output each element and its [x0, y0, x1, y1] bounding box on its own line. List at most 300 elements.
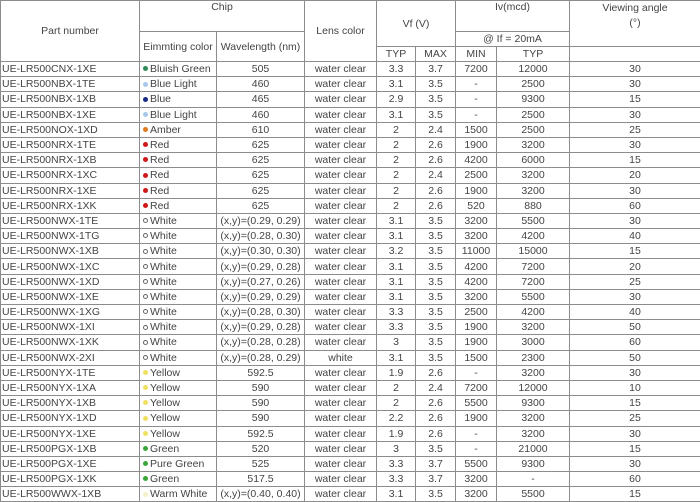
part-number-cell: UE-LR500NRX-1XK: [1, 198, 140, 213]
color-dot-icon: [143, 461, 148, 466]
iv-typ-cell: 3200: [497, 320, 570, 335]
emitting-color-label: Yellow: [150, 412, 180, 424]
table-row: [1, 198, 700, 213]
table-row: [1, 456, 700, 471]
iv-min-cell: 7200: [456, 380, 497, 395]
table-row: [1, 289, 700, 304]
viewing-angle-cell: 20: [570, 168, 700, 183]
header-iv-min: MIN: [456, 47, 497, 62]
vf-typ-cell: 2: [377, 122, 416, 137]
emitting-color-cell: [140, 320, 217, 335]
color-dot-icon: [143, 127, 148, 132]
iv-min-cell: 1900: [456, 411, 497, 426]
vf-max-cell: 2.6: [416, 153, 456, 168]
color-dot-icon: [143, 173, 148, 178]
iv-min-cell: 3200: [456, 487, 497, 502]
vf-typ-cell: 3.1: [377, 77, 416, 92]
lens-color-cell: water clear: [305, 107, 377, 122]
color-dot-icon: [143, 203, 148, 208]
iv-typ-cell: 3200: [497, 168, 570, 183]
color-dot-icon: [143, 218, 148, 223]
iv-typ-cell: 5500: [497, 213, 570, 228]
emitting-color-label: White: [150, 230, 177, 242]
part-number-cell: UE-LR500NWX-1XG: [1, 305, 140, 320]
iv-min-cell: 2500: [456, 305, 497, 320]
iv-min-cell: 1500: [456, 122, 497, 137]
iv-typ-cell: 2500: [497, 122, 570, 137]
iv-typ-cell: 5500: [497, 487, 570, 502]
viewing-angle-unit: (°): [629, 17, 640, 29]
table-row: [1, 62, 700, 77]
emitting-color-label: White: [150, 306, 177, 318]
emitting-color-cell: [140, 487, 217, 502]
part-number-cell: UE-LR500NYX-1XB: [1, 396, 140, 411]
part-number-cell: UE-LR500NYX-1TE: [1, 365, 140, 380]
iv-typ-cell: 3200: [497, 183, 570, 198]
iv-typ-cell: 2300: [497, 350, 570, 365]
lens-color-cell: water clear: [305, 244, 377, 259]
table-row: [1, 487, 700, 502]
iv-min-cell: 3200: [456, 472, 497, 487]
emitting-color-cell: [140, 137, 217, 152]
emitting-color-cell: [140, 183, 217, 198]
emitting-color-label: Amber: [150, 124, 181, 136]
vf-typ-cell: 2.9: [377, 92, 416, 107]
lens-color-cell: water clear: [305, 320, 377, 335]
wavelength-cell: (x,y)=(0.29, 0.29): [217, 289, 305, 304]
color-dot-icon: [143, 264, 148, 269]
wavelength-cell: (x,y)=(0.28, 0.30): [217, 305, 305, 320]
iv-typ-cell: 2500: [497, 107, 570, 122]
lens-color-cell: water clear: [305, 411, 377, 426]
iv-min-cell: 1500: [456, 350, 497, 365]
iv-min-cell: -: [456, 441, 497, 456]
viewing-angle-cell: 30: [570, 289, 700, 304]
emitting-color-cell: [140, 229, 217, 244]
emitting-color-cell: [140, 411, 217, 426]
table-header: [1, 1, 700, 62]
emitting-color-label: Bluish Green: [150, 63, 211, 75]
part-number-cell: UE-LR500NYX-1XE: [1, 426, 140, 441]
emitting-color-cell: [140, 198, 217, 213]
lens-color-cell: water clear: [305, 441, 377, 456]
vf-max-cell: 2.6: [416, 396, 456, 411]
part-number-cell: UE-LR500PGX-1XB: [1, 441, 140, 456]
emitting-color-label: White: [150, 321, 177, 333]
table-row: [1, 107, 700, 122]
viewing-angle-cell: 30: [570, 213, 700, 228]
vf-max-cell: 3.5: [416, 229, 456, 244]
viewing-angle-cell: 30: [570, 107, 700, 122]
iv-typ-cell: 9300: [497, 456, 570, 471]
emitting-color-cell: [140, 456, 217, 471]
vf-max-cell: 2.6: [416, 365, 456, 380]
vf-max-cell: 3.5: [416, 487, 456, 502]
vf-typ-cell: 2: [377, 396, 416, 411]
iv-typ-cell: 9300: [497, 92, 570, 107]
viewing-angle-cell: 30: [570, 77, 700, 92]
iv-typ-cell: 3200: [497, 137, 570, 152]
color-dot-icon: [143, 142, 148, 147]
lens-color-cell: white: [305, 350, 377, 365]
viewing-angle-cell: 30: [570, 62, 700, 77]
vf-max-cell: 3.7: [416, 456, 456, 471]
iv-typ-cell: 2500: [497, 77, 570, 92]
emitting-color-cell: [140, 122, 217, 137]
emitting-color-label: Red: [150, 154, 169, 166]
color-dot-icon: [143, 294, 148, 299]
wavelength-cell: 590: [217, 396, 305, 411]
table-row: [1, 350, 700, 365]
vf-typ-cell: 3: [377, 335, 416, 350]
iv-typ-cell: 4200: [497, 229, 570, 244]
vf-typ-cell: 3.1: [377, 229, 416, 244]
lens-color-cell: water clear: [305, 198, 377, 213]
iv-typ-cell: 3200: [497, 365, 570, 380]
part-number-cell: UE-LR500NWX-1XI: [1, 320, 140, 335]
emitting-color-label: White: [150, 352, 177, 364]
viewing-angle-cell: 30: [570, 137, 700, 152]
header-iv-typ: TYP: [497, 47, 570, 62]
color-dot-icon: [143, 97, 148, 102]
table-row: [1, 396, 700, 411]
emitting-color-cell: [140, 305, 217, 320]
iv-typ-cell: 3200: [497, 426, 570, 441]
table-row: [1, 335, 700, 350]
viewing-angle-cell: 25: [570, 122, 700, 137]
vf-typ-cell: 2: [377, 153, 416, 168]
part-number-cell: UE-LR500NRX-1XE: [1, 183, 140, 198]
wavelength-cell: (x,y)=(0.30, 0.30): [217, 244, 305, 259]
iv-min-cell: 2500: [456, 168, 497, 183]
vf-typ-cell: 1.9: [377, 426, 416, 441]
vf-max-cell: 3.5: [416, 289, 456, 304]
vf-typ-cell: 3.1: [377, 289, 416, 304]
emitting-color-label: Red: [150, 169, 169, 181]
iv-typ-cell: 15000: [497, 244, 570, 259]
color-dot-icon: [143, 416, 148, 421]
color-dot-icon: [143, 157, 148, 162]
part-number-cell: UE-LR500WWX-1XB: [1, 487, 140, 502]
vf-typ-cell: 3.1: [377, 350, 416, 365]
wavelength-cell: 590: [217, 411, 305, 426]
viewing-angle-cell: 30: [570, 456, 700, 471]
iv-min-cell: 3200: [456, 213, 497, 228]
viewing-angle-cell: 60: [570, 198, 700, 213]
table-row: [1, 229, 700, 244]
part-number-cell: UE-LR500PGX-1XE: [1, 456, 140, 471]
emitting-color-label: Green: [150, 443, 179, 455]
table-row: [1, 259, 700, 274]
table-row: [1, 380, 700, 395]
iv-typ-cell: 12000: [497, 62, 570, 77]
emitting-color-cell: [140, 168, 217, 183]
color-dot-icon: [143, 370, 148, 375]
color-dot-icon: [143, 279, 148, 284]
vf-typ-cell: 3.1: [377, 213, 416, 228]
part-number-cell: UE-LR500NBX-1XB: [1, 92, 140, 107]
part-number-cell: UE-LR500NWX-1XK: [1, 335, 140, 350]
table-row: [1, 213, 700, 228]
part-number-cell: UE-LR500NRX-1XC: [1, 168, 140, 183]
emitting-color-label: Red: [150, 185, 169, 197]
header-angle-blank: [570, 47, 700, 62]
iv-typ-cell: 9300: [497, 396, 570, 411]
emitting-color-cell: [140, 259, 217, 274]
iv-min-cell: 3200: [456, 289, 497, 304]
emitting-color-cell: [140, 153, 217, 168]
wavelength-cell: 590: [217, 380, 305, 395]
color-dot-icon: [143, 188, 148, 193]
lens-color-cell: water clear: [305, 472, 377, 487]
iv-typ-cell: 21000: [497, 441, 570, 456]
table-row: [1, 472, 700, 487]
emitting-color-cell: [140, 213, 217, 228]
vf-max-cell: 2.4: [416, 168, 456, 183]
part-number-cell: UE-LR500NWX-1TE: [1, 213, 140, 228]
iv-min-cell: 5500: [456, 396, 497, 411]
emitting-color-cell: [140, 472, 217, 487]
emitting-color-label: Yellow: [150, 382, 180, 394]
viewing-angle-cell: 20: [570, 259, 700, 274]
viewing-angle-cell: 25: [570, 411, 700, 426]
emitting-color-label: Pure Green: [150, 458, 204, 470]
emitting-color-cell: [140, 396, 217, 411]
emitting-color-cell: [140, 365, 217, 380]
header-iv-condition: @ If = 20mA: [456, 32, 570, 47]
lens-color-cell: water clear: [305, 153, 377, 168]
table-row: [1, 305, 700, 320]
viewing-angle-cell: 60: [570, 472, 700, 487]
iv-min-cell: -: [456, 365, 497, 380]
lens-color-cell: water clear: [305, 229, 377, 244]
wavelength-cell: (x,y)=(0.27, 0.26): [217, 274, 305, 289]
lens-color-cell: water clear: [305, 426, 377, 441]
viewing-angle-cell: 15: [570, 153, 700, 168]
viewing-angle-cell: 15: [570, 92, 700, 107]
vf-max-cell: 3.5: [416, 305, 456, 320]
viewing-angle-cell: 15: [570, 441, 700, 456]
vf-typ-cell: 3.3: [377, 456, 416, 471]
vf-typ-cell: 3: [377, 441, 416, 456]
emitting-color-label: Blue: [150, 93, 171, 105]
vf-typ-cell: 3.3: [377, 320, 416, 335]
viewing-angle-label: Viewing angle: [602, 2, 667, 14]
part-number-cell: UE-LR500NBX-1XE: [1, 107, 140, 122]
part-number-cell: UE-LR500CNX-1XE: [1, 62, 140, 77]
emitting-color-label: Warm White: [150, 488, 207, 500]
vf-typ-cell: 3.1: [377, 107, 416, 122]
lens-color-cell: water clear: [305, 62, 377, 77]
wavelength-cell: 520: [217, 441, 305, 456]
part-number-cell: UE-LR500NRX-1TE: [1, 137, 140, 152]
vf-typ-cell: 3.1: [377, 259, 416, 274]
table-row: [1, 244, 700, 259]
vf-typ-cell: 3.1: [377, 274, 416, 289]
vf-max-cell: 2.6: [416, 137, 456, 152]
emitting-color-cell: [140, 426, 217, 441]
emitting-color-cell: [140, 335, 217, 350]
wavelength-cell: 625: [217, 198, 305, 213]
vf-typ-cell: 3.1: [377, 487, 416, 502]
lens-color-cell: water clear: [305, 380, 377, 395]
wavelength-cell: 505: [217, 62, 305, 77]
emitting-color-label: White: [150, 245, 177, 257]
vf-typ-cell: 2: [377, 183, 416, 198]
emitting-color-label: Blue Light: [150, 78, 197, 90]
vf-max-cell: 3.5: [416, 274, 456, 289]
color-dot-icon: [143, 309, 148, 314]
color-dot-icon: [143, 400, 148, 405]
lens-color-cell: water clear: [305, 213, 377, 228]
iv-typ-cell: 7200: [497, 274, 570, 289]
viewing-angle-cell: 25: [570, 274, 700, 289]
table-row: [1, 441, 700, 456]
iv-min-cell: -: [456, 92, 497, 107]
lens-color-cell: water clear: [305, 396, 377, 411]
lens-color-cell: water clear: [305, 259, 377, 274]
wavelength-cell: (x,y)=(0.40, 0.40): [217, 487, 305, 502]
header-iv: Iv(mcd): [456, 1, 570, 32]
vf-max-cell: 3.5: [416, 350, 456, 365]
wavelength-cell: 610: [217, 122, 305, 137]
iv-typ-cell: 5500: [497, 289, 570, 304]
header-chip: Chip: [140, 1, 305, 32]
vf-max-cell: 3.7: [416, 62, 456, 77]
emitting-color-cell: [140, 77, 217, 92]
viewing-angle-cell: 30: [570, 183, 700, 198]
viewing-angle-cell: 15: [570, 487, 700, 502]
lens-color-cell: water clear: [305, 168, 377, 183]
vf-max-cell: 2.4: [416, 122, 456, 137]
vf-max-cell: 2.4: [416, 380, 456, 395]
wavelength-cell: 625: [217, 153, 305, 168]
vf-max-cell: 3.5: [416, 107, 456, 122]
wavelength-cell: (x,y)=(0.29, 0.28): [217, 259, 305, 274]
viewing-angle-cell: 30: [570, 426, 700, 441]
vf-typ-cell: 2: [377, 380, 416, 395]
lens-color-cell: water clear: [305, 487, 377, 502]
color-dot-icon: [143, 82, 148, 87]
emitting-color-label: White: [150, 336, 177, 348]
vf-typ-cell: 2: [377, 198, 416, 213]
color-dot-icon: [143, 492, 148, 497]
header-wavelength: Wavelength (nm): [217, 32, 305, 62]
wavelength-cell: (x,y)=(0.28, 0.29): [217, 350, 305, 365]
viewing-angle-cell: 40: [570, 305, 700, 320]
emitting-color-cell: [140, 441, 217, 456]
table-row: [1, 137, 700, 152]
iv-typ-cell: 6000: [497, 153, 570, 168]
vf-typ-cell: 3.3: [377, 305, 416, 320]
vf-typ-cell: 3.3: [377, 472, 416, 487]
iv-min-cell: 1900: [456, 320, 497, 335]
iv-typ-cell: 7200: [497, 259, 570, 274]
wavelength-cell: 517.5: [217, 472, 305, 487]
wavelength-cell: 625: [217, 137, 305, 152]
vf-max-cell: 3.5: [416, 335, 456, 350]
color-dot-icon: [143, 385, 148, 390]
vf-max-cell: 3.5: [416, 259, 456, 274]
iv-min-cell: 3200: [456, 229, 497, 244]
lens-color-cell: water clear: [305, 77, 377, 92]
wavelength-cell: 465: [217, 92, 305, 107]
viewing-angle-cell: 15: [570, 244, 700, 259]
iv-typ-cell: -: [497, 472, 570, 487]
emitting-color-label: Yellow: [150, 397, 180, 409]
vf-max-cell: 3.5: [416, 213, 456, 228]
vf-max-cell: 2.6: [416, 426, 456, 441]
iv-typ-cell: 12000: [497, 380, 570, 395]
wavelength-cell: 625: [217, 168, 305, 183]
lens-color-cell: water clear: [305, 305, 377, 320]
vf-max-cell: 3.5: [416, 244, 456, 259]
vf-max-cell: 2.6: [416, 183, 456, 198]
wavelength-cell: 460: [217, 107, 305, 122]
iv-min-cell: -: [456, 426, 497, 441]
table-row: [1, 426, 700, 441]
iv-min-cell: 1900: [456, 335, 497, 350]
header-vf: Vf (V): [377, 1, 456, 47]
color-dot-icon: [143, 249, 148, 254]
table-row: [1, 92, 700, 107]
table-row: [1, 365, 700, 380]
iv-min-cell: 1900: [456, 183, 497, 198]
emitting-color-label: White: [150, 261, 177, 273]
vf-typ-cell: 2: [377, 137, 416, 152]
wavelength-cell: (x,y)=(0.28, 0.28): [217, 335, 305, 350]
wavelength-cell: (x,y)=(0.28, 0.30): [217, 229, 305, 244]
vf-typ-cell: 2.2: [377, 411, 416, 426]
table-row: [1, 183, 700, 198]
wavelength-cell: (x,y)=(0.29, 0.29): [217, 213, 305, 228]
emitting-color-cell: [140, 380, 217, 395]
wavelength-cell: 625: [217, 183, 305, 198]
color-dot-icon: [143, 431, 148, 436]
viewing-angle-cell: 30: [570, 365, 700, 380]
vf-max-cell: 3.5: [416, 92, 456, 107]
viewing-angle-cell: 10: [570, 380, 700, 395]
iv-typ-cell: 3000: [497, 335, 570, 350]
viewing-angle-cell: 15: [570, 396, 700, 411]
table-row: [1, 274, 700, 289]
color-dot-icon: [143, 325, 148, 330]
color-dot-icon: [143, 112, 148, 117]
part-number-cell: UE-LR500PGX-1XK: [1, 472, 140, 487]
color-dot-icon: [143, 233, 148, 238]
iv-typ-cell: 3200: [497, 411, 570, 426]
color-dot-icon: [143, 355, 148, 360]
lens-color-cell: water clear: [305, 92, 377, 107]
vf-max-cell: 3.5: [416, 441, 456, 456]
iv-min-cell: 520: [456, 198, 497, 213]
emitting-color-label: White: [150, 276, 177, 288]
vf-max-cell: 2.6: [416, 198, 456, 213]
iv-min-cell: 1900: [456, 137, 497, 152]
emitting-color-cell: [140, 289, 217, 304]
emitting-color-label: Red: [150, 139, 169, 151]
lens-color-cell: water clear: [305, 122, 377, 137]
header-viewing-angle: [570, 1, 700, 47]
part-number-cell: UE-LR500NYX-1XD: [1, 411, 140, 426]
table-row: [1, 153, 700, 168]
part-number-cell: UE-LR500NWX-1XB: [1, 244, 140, 259]
viewing-angle-cell: 50: [570, 350, 700, 365]
header-vf-typ: TYP: [377, 47, 416, 62]
emitting-color-label: White: [150, 215, 177, 227]
emitting-color-label: Blue Light: [150, 109, 197, 121]
emitting-color-cell: [140, 350, 217, 365]
